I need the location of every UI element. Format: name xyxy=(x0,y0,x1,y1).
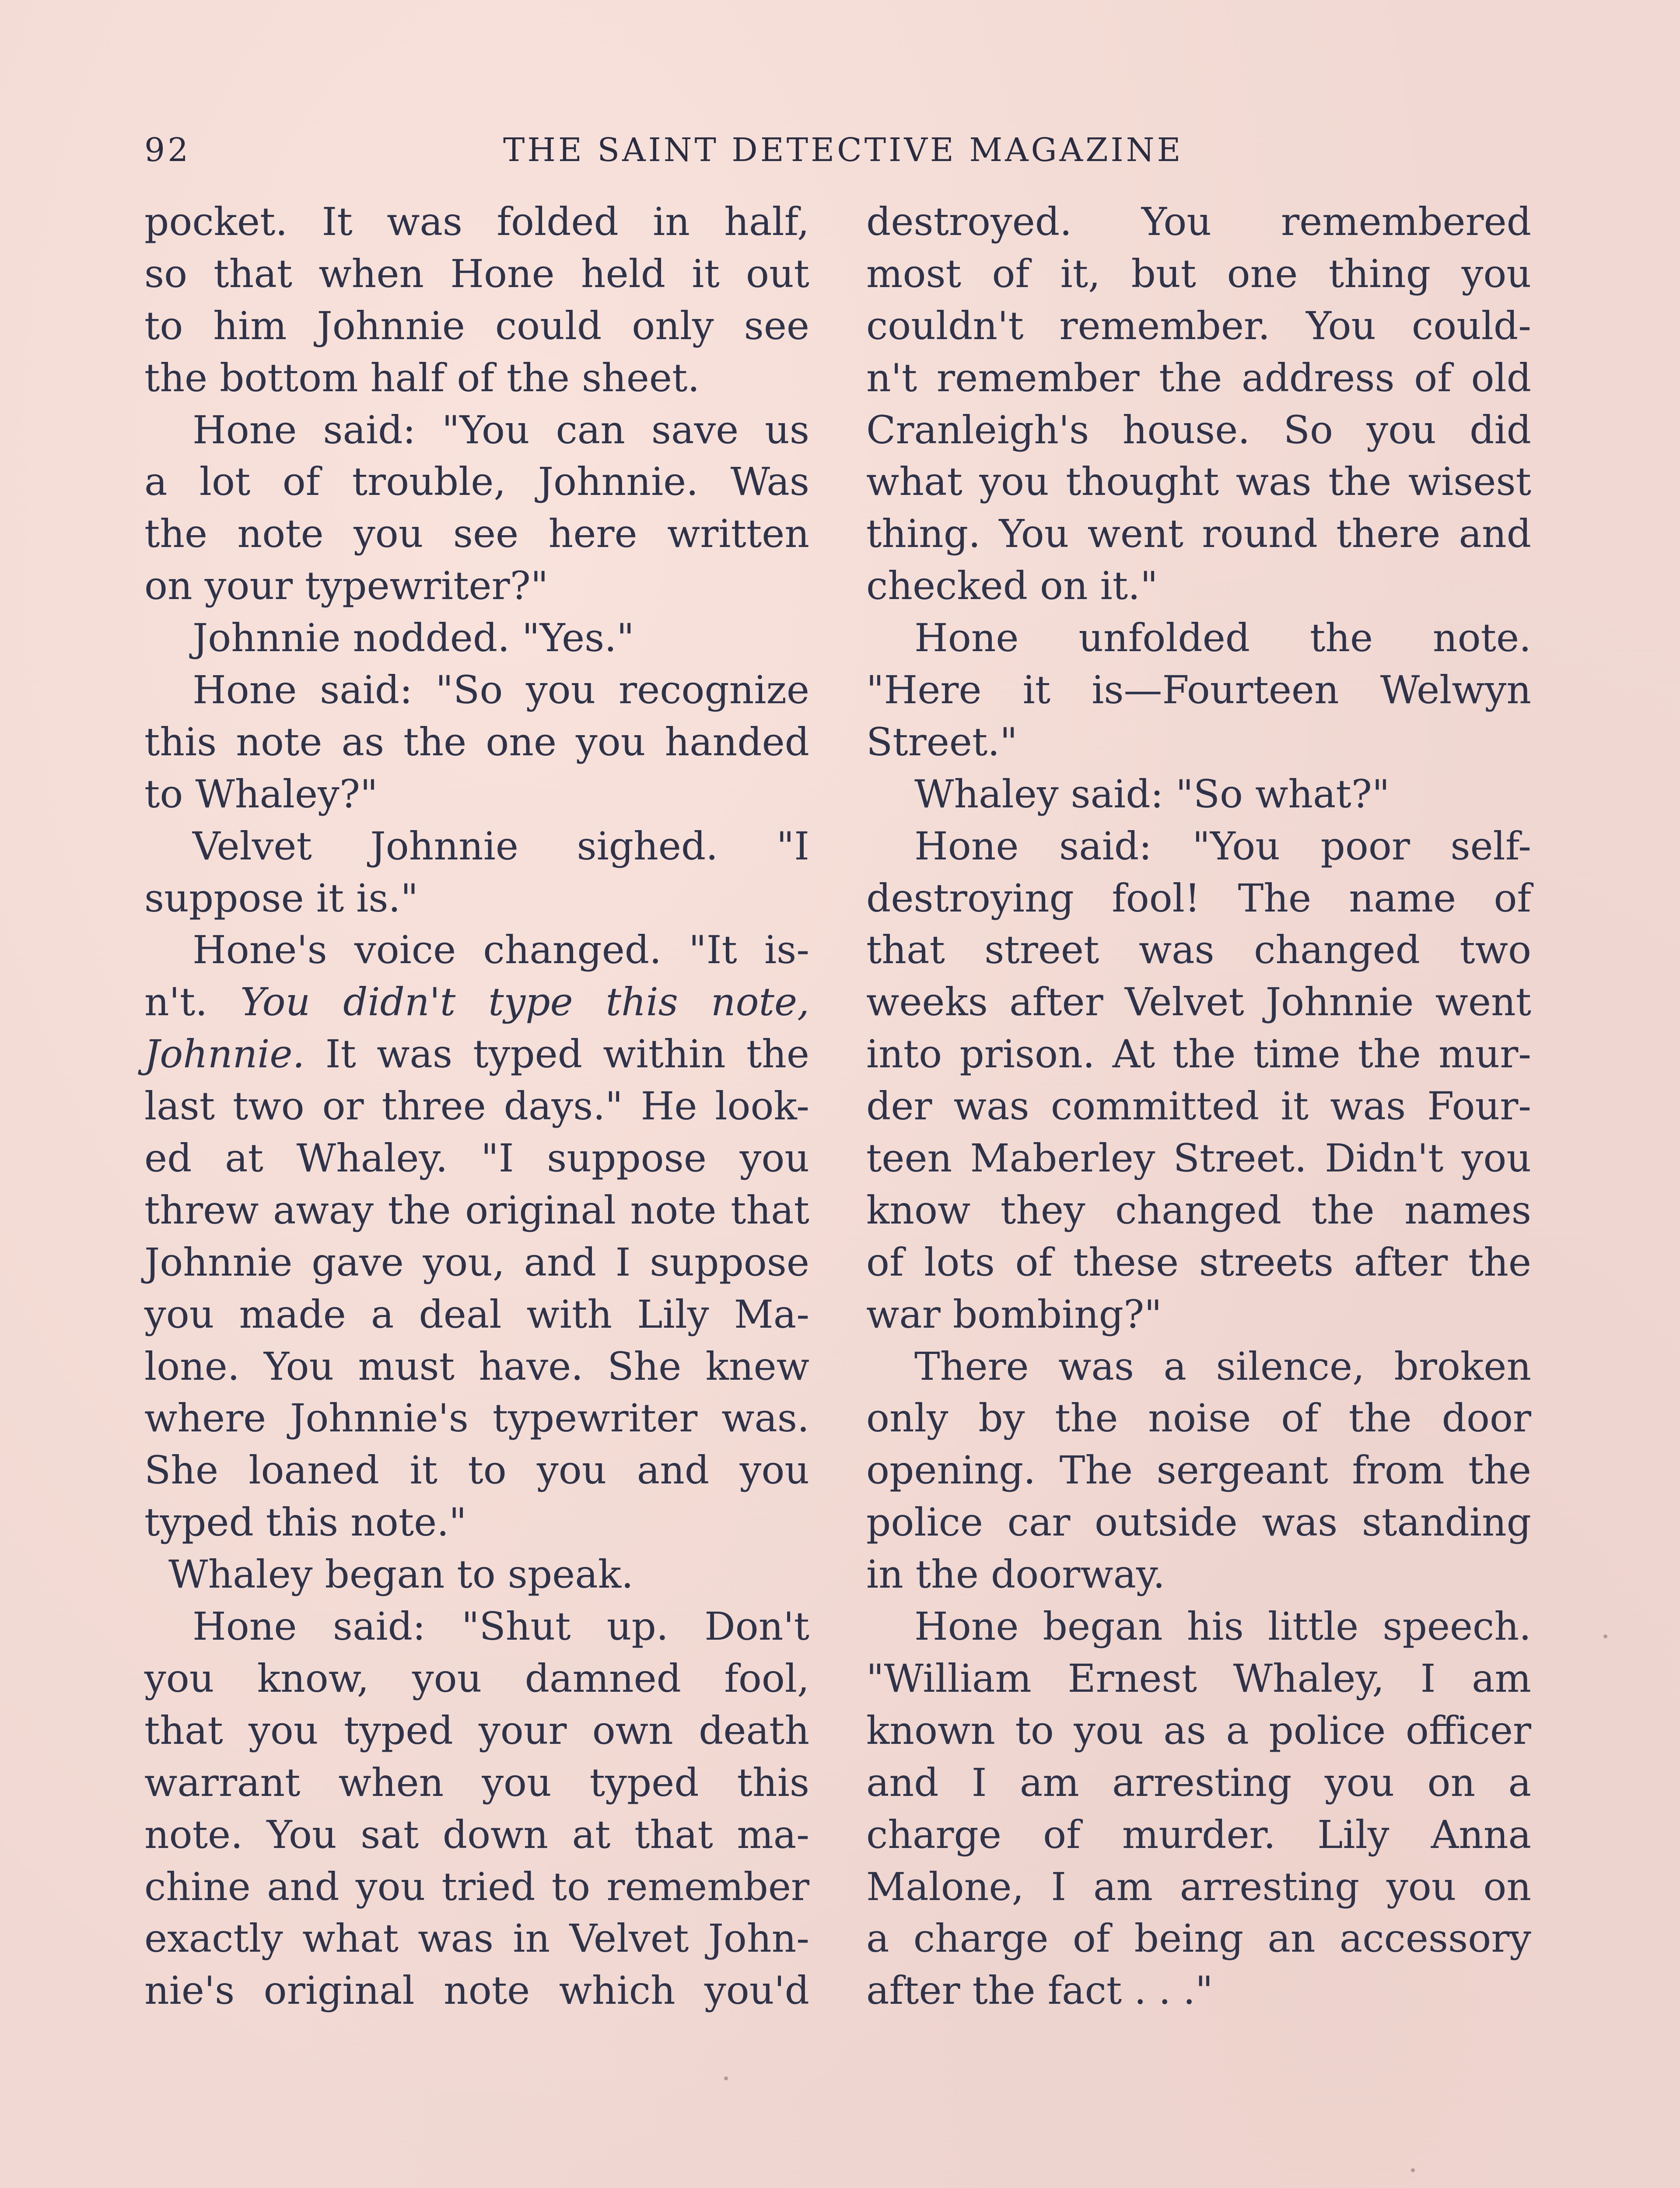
text-line: couldn't remember. You could- xyxy=(866,303,1531,348)
text-line: lone. You must have. She knew xyxy=(144,1343,809,1389)
text-line: last two or three days." He look- xyxy=(144,1083,809,1129)
text-line: There was a silence, broken xyxy=(914,1343,1531,1389)
text-line: Hone began his little speech. xyxy=(914,1604,1531,1649)
text-line: exactly what was in Velvet John- xyxy=(144,1916,809,1961)
text-line: She loaned it to you and you xyxy=(144,1448,809,1493)
text-line: into prison. At the time the mur- xyxy=(866,1031,1531,1077)
text-line: ed at Whaley. "I suppose you xyxy=(144,1136,809,1181)
text-line: pocket. It was folded in half, xyxy=(144,199,809,244)
text-line: Velvet Johnnie sighed. "I xyxy=(192,823,809,869)
text-line: that street was changed two xyxy=(866,927,1531,973)
text-line: threw away the original note that xyxy=(144,1187,809,1233)
text-line: that you typed your own death xyxy=(144,1708,809,1753)
text-line: of lots of these streets after the xyxy=(866,1239,1531,1285)
paper-speck xyxy=(1603,1634,1607,1638)
text-line: thing. You went round there and xyxy=(866,511,1531,557)
text-line: and I am arresting you on a xyxy=(866,1760,1531,1805)
text-line: war bombing?" xyxy=(866,1291,1162,1337)
text-line: nie's original note which you'd xyxy=(144,1968,809,2013)
text-line: Whaley began to speak. xyxy=(168,1552,634,1597)
text-line: after the fact . . ." xyxy=(866,1968,1213,2013)
page-number: 92 xyxy=(144,131,191,169)
text-line: Johnnie nodded. "Yes." xyxy=(192,615,634,661)
text-line: where Johnnie's typewriter was. xyxy=(144,1396,809,1441)
text-line: you made a deal with Lily Ma- xyxy=(144,1291,809,1337)
text-line: the note you see here written xyxy=(144,511,809,557)
text-line: warrant when you typed this xyxy=(144,1760,809,1805)
text-line: suppose it is." xyxy=(144,875,418,921)
text-line: charge of murder. Lily Anna xyxy=(866,1812,1531,1857)
text-line: Cranleigh's house. So you did xyxy=(866,407,1531,452)
text-line: Whaley said: "So what?" xyxy=(914,771,1390,817)
text-run: n't. xyxy=(144,979,208,1025)
text-line: Hone unfolded the note. xyxy=(914,615,1531,661)
text-line: to Whaley?" xyxy=(144,771,378,817)
text-run: It was typed within the xyxy=(325,1031,809,1077)
text-line: what you thought was the wisest xyxy=(866,459,1531,505)
text-line: to him Johnnie could only see xyxy=(144,303,809,348)
text-line: Hone said: "Shut up. Don't xyxy=(192,1604,809,1649)
text-line: Hone said: "So you recognize xyxy=(192,667,809,713)
text-line: chine and you tried to remember xyxy=(144,1864,809,1909)
text-line xyxy=(144,1028,809,1080)
text-line: police car outside was standing xyxy=(866,1500,1531,1545)
text-line: so that when Hone held it out xyxy=(144,251,809,296)
text-line: Hone's voice changed. "It is- xyxy=(192,927,809,973)
paper-speck xyxy=(1411,2168,1415,2172)
text-line: teen Maberley Street. Didn't you xyxy=(866,1136,1531,1181)
text-line: "William Ernest Whaley, I am xyxy=(866,1655,1531,1701)
text-line: a lot of trouble, Johnnie. Was xyxy=(144,459,809,505)
text-line: known to you as a police officer xyxy=(866,1708,1531,1753)
text-line: the bottom half of the sheet. xyxy=(144,355,700,400)
text-line xyxy=(144,976,809,1028)
paper-speck xyxy=(724,2076,728,2080)
text-line: Street." xyxy=(866,719,1018,764)
text-column-right xyxy=(866,196,1531,2017)
text-line: destroyed. You remembered xyxy=(866,199,1531,244)
text-line: only by the noise of the door xyxy=(866,1396,1531,1441)
text-line: Johnnie gave you, and I suppose xyxy=(144,1239,809,1285)
text-line: opening. The sergeant from the xyxy=(866,1448,1531,1493)
text-line: checked on it." xyxy=(866,563,1158,609)
text-line: note. You sat down at that ma- xyxy=(144,1812,809,1857)
text-line: this note as the one you handed xyxy=(144,719,809,764)
text-line: most of it, but one thing you xyxy=(866,251,1531,296)
text-line: on your typewriter?" xyxy=(144,563,549,609)
text-line: "Here it is—Fourteen Welwyn xyxy=(866,667,1531,713)
text-line: Hone said: "You can save us xyxy=(192,407,809,452)
text-line: a charge of being an accessory xyxy=(866,1916,1531,1961)
text-line: know they changed the names xyxy=(866,1187,1531,1233)
text-line: destroying fool! The name of xyxy=(866,875,1531,921)
text-line: you know, you damned fool, xyxy=(144,1655,809,1701)
page-header xyxy=(144,131,1536,179)
text-line: typed this note." xyxy=(144,1500,467,1545)
italic-text-run: You didn't type this note, xyxy=(240,979,809,1025)
text-column-left xyxy=(144,196,809,2017)
text-line: in the doorway. xyxy=(866,1552,1166,1597)
text-line: Hone said: "You poor self- xyxy=(914,823,1531,869)
text-line: der was committed it was Four- xyxy=(866,1083,1531,1129)
text-line: Malone, I am arresting you on xyxy=(866,1864,1531,1909)
running-title: THE SAINT DETECTIVE MAGAZINE xyxy=(503,131,1183,169)
italic-text-run: Johnnie. xyxy=(144,1031,305,1077)
text-line: weeks after Velvet Johnnie went xyxy=(866,979,1531,1025)
text-line: n't remember the address of old xyxy=(866,355,1531,400)
